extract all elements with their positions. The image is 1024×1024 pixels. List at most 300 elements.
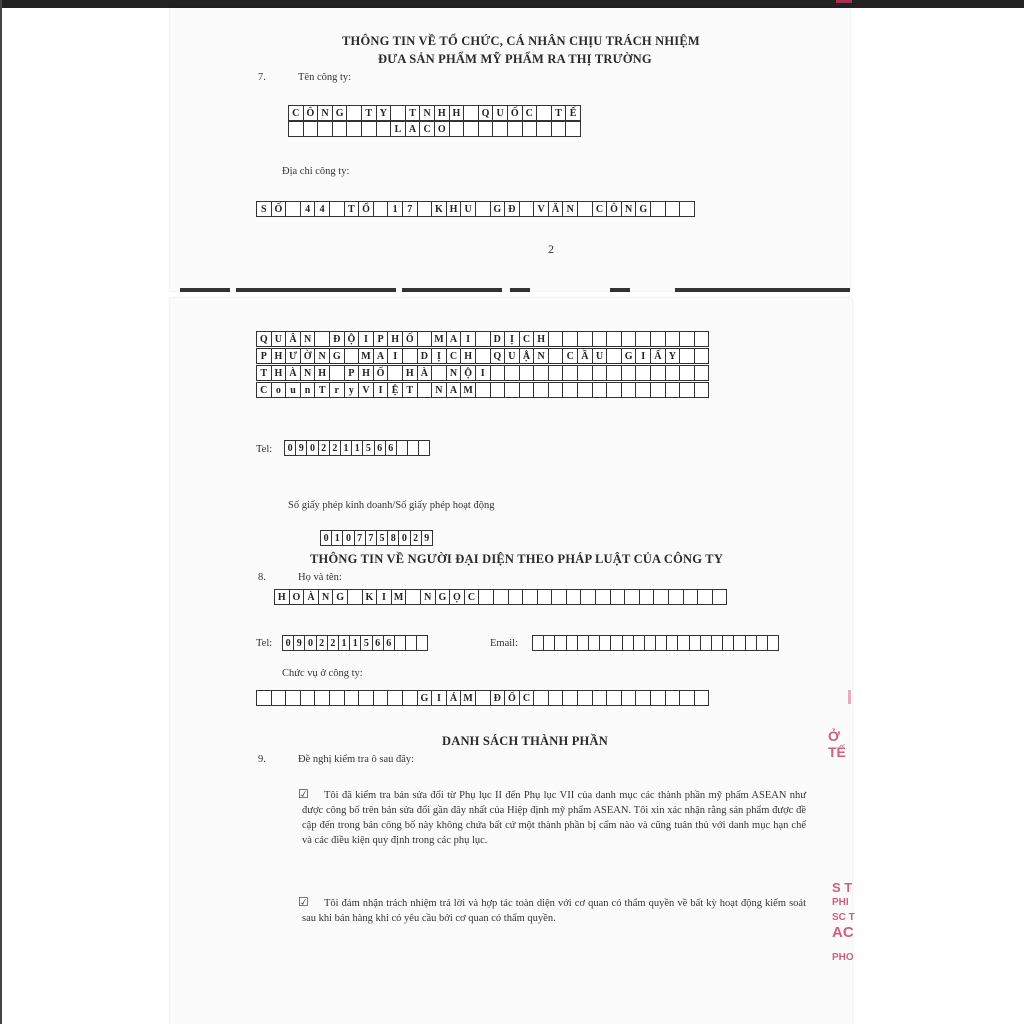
grid-cell [694,690,710,706]
address-grid-row-1 [256,331,709,347]
page-separator [170,288,850,294]
grid-cell [580,589,596,605]
grid-cell [606,690,622,706]
grid-cell: 9 [421,530,433,546]
grid-cell: G [490,201,506,217]
section-9-number: 9. [258,754,266,765]
declaration-paragraph-2: Tôi đảm nhận trách nhiệm trả lời và hợp tác toàn diện với cơ quan có thẩm quyền về bất kỳ hoạt động kiểm soát sau khi bán hàng khi có yêu cầu bởi cơ quan có thẩm quyền. [302,898,806,924]
company-name-grid-row2 [288,121,581,137]
grid-cell [358,690,374,706]
grid-cell: C [562,348,578,364]
grid-cell: Đ [490,690,506,706]
grid-cell [650,331,666,347]
grid-cell: N [533,348,549,364]
grid-cell [577,331,593,347]
grid-cell: Ị [431,348,447,364]
grid-cell [533,365,549,381]
grid-cell: Ọ [449,589,465,605]
grid-cell: M [391,589,407,605]
grid-cell [346,121,362,137]
grid-cell: C [464,589,480,605]
grid-cell: Ộ [344,331,360,347]
email-label: Email: [490,638,518,649]
grid-cell [519,382,535,398]
grid-cell: I [635,348,651,364]
grid-cell: I [431,690,447,706]
grid-cell: Â [285,331,301,347]
grid-cell [402,690,418,706]
grid-cell [490,365,506,381]
grid-cell: u [285,382,301,398]
company-address-grid-row1 [256,201,695,217]
grid-cell [492,121,508,137]
grid-cell [417,382,433,398]
grid-cell: T [361,105,377,121]
grid-cell: P [344,365,360,381]
grid-cell: 1 [338,635,350,651]
grid-cell: C [592,201,608,217]
grid-cell [639,589,655,605]
grid-cell: M [431,331,447,347]
grid-cell: G [417,690,433,706]
grid-cell [606,365,622,381]
grid-cell: 5 [360,635,372,651]
grid-cell [621,365,637,381]
grid-cell: Ầ [577,348,593,364]
grid-cell [665,382,681,398]
grid-cell: D [417,348,433,364]
grid-cell: A [373,348,389,364]
grid-cell [519,365,535,381]
grid-cell [478,589,494,605]
grid-cell: Q [478,105,494,121]
grid-cell [478,121,494,137]
grid-cell [303,121,319,137]
rep-tel-grid [282,635,428,651]
grid-cell: H [358,365,374,381]
grid-cell: r [329,382,345,398]
grid-cell: N [314,348,330,364]
grid-cell [416,635,428,651]
grid-cell: U [592,348,608,364]
grid-cell [507,121,523,137]
grid-cell [504,365,520,381]
grid-cell [767,635,779,651]
grid-cell: G [635,201,651,217]
grid-cell [562,331,578,347]
grid-cell [592,690,608,706]
grid-cell: A [446,331,462,347]
grid-cell [449,121,465,137]
grid-cell: Q [490,348,506,364]
grid-cell: y [344,382,360,398]
grid-cell: À [285,365,301,381]
rep-tel-label: Tel: [256,638,273,649]
grid-cell: 0 [320,530,332,546]
grid-cell: G [332,105,348,121]
grid-cell [551,121,567,137]
company-tel-grid [284,440,430,456]
position-grid [256,690,709,706]
grid-cell: N [419,105,435,121]
grid-cell [679,348,695,364]
grid-cell [650,690,666,706]
declaration-paragraph-1: Tôi đã kiểm tra bản sửa đổi từ Phụ lục II đến Phụ lục VII của danh mục các thành phần mỹ phẩm ASEAN như được công bố trên bản sửa đổi gần đây nhất của Hiệp định mỹ phẩm ASEAN. Tôi xin xác nhận rằng sản phẩm được đề cập đến trong bản công bố này không chứa bất cứ một thành phần bị cấm nào và cũng tuân thủ với danh mục hạn chế và các điều kiện quy định trong các phụ lục. [302,790,806,846]
grid-cell [679,690,695,706]
grid-cell: Q [256,331,272,347]
grid-cell [373,201,389,217]
grid-cell: Ô [303,105,319,121]
grid-cell: 9 [295,440,307,456]
grid-cell [683,589,699,605]
grid-cell: 0 [304,635,316,651]
grid-cell: Ố [504,690,520,706]
grid-cell: K [362,589,378,605]
grid-cell [650,382,666,398]
grid-cell: U [504,348,520,364]
grid-cell [577,365,593,381]
grid-cell: Ộ [460,365,476,381]
license-label: Số giấy phép kinh doanh/Số giấy phép hoạt động [288,500,495,511]
grid-cell: I [358,331,374,347]
grid-cell [332,121,348,137]
grid-cell: Ố [373,365,389,381]
grid-cell [417,331,433,347]
grid-cell: Ế [565,105,581,121]
grid-cell: L [390,121,406,137]
top-border [0,0,1024,8]
grid-cell [463,105,479,121]
grid-cell [551,589,567,605]
grid-cell: C [419,121,435,137]
grid-cell: U [492,105,508,121]
grid-cell [504,382,520,398]
address-grid-row-2 [256,348,709,364]
grid-cell: T [314,382,330,398]
grid-cell [402,348,418,364]
grid-cell: I [387,348,403,364]
grid-cell [592,331,608,347]
grid-cell: N [300,365,316,381]
org-title-line1: THÔNG TIN VỀ TỔ CHỨC, CÁ NHÂN CHỊU TRÁCH NHIỆM [342,34,700,48]
grid-cell [665,201,681,217]
grid-cell: Ố [271,201,287,217]
grid-cell: H [387,331,403,347]
grid-cell [285,690,301,706]
grid-cell: 8 [387,530,399,546]
grid-cell [577,690,593,706]
grid-cell [679,331,695,347]
grid-cell: V [533,201,549,217]
left-border [0,0,2,1024]
grid-cell: 1 [387,201,403,217]
grid-cell [475,382,491,398]
grid-cell: 2 [410,530,422,546]
grid-cell [376,121,392,137]
check-prompt: Đề nghị kiểm tra ô sau đây: [298,754,415,765]
grid-cell: 0 [306,440,318,456]
grid-cell [566,589,582,605]
grid-cell: N [562,201,578,217]
grid-cell [344,348,360,364]
grid-cell: U [271,331,287,347]
grid-cell: T [256,365,272,381]
grid-cell: H [274,589,290,605]
grid-cell [418,440,430,456]
grid-cell: H [271,365,287,381]
grid-cell: 5 [376,530,388,546]
grid-cell [329,201,345,217]
grid-cell [621,690,637,706]
grid-cell: T [551,105,567,121]
page-number: 2 [548,242,554,256]
grid-cell: Ờ [300,348,316,364]
grid-cell [562,690,578,706]
grid-cell [606,348,622,364]
grid-cell [508,589,524,605]
grid-cell [537,589,553,605]
grid-cell: C [519,331,535,347]
grid-cell [317,121,333,137]
grid-cell [697,589,713,605]
grid-cell: C [522,105,538,121]
grid-cell [347,589,363,605]
grid-cell [606,331,622,347]
grid-cell [635,331,651,347]
grid-cell [271,690,287,706]
grid-cell [405,589,421,605]
grid-cell [562,365,578,381]
ingredients-title: DANH SÁCH THÀNH PHẦN [442,734,608,748]
grid-cell [653,589,669,605]
grid-cell [679,201,695,217]
grid-cell [288,121,304,137]
grid-cell: Ậ [519,348,535,364]
grid-cell: Đ [329,331,345,347]
grid-cell: T [344,201,360,217]
grid-cell [346,105,362,121]
document-page-upper [170,8,850,291]
grid-cell: Ă [548,201,564,217]
grid-cell [548,365,564,381]
grid-cell: 0 [284,440,296,456]
grid-cell: I [376,589,392,605]
grid-cell [361,121,377,137]
grid-cell: O [434,121,450,137]
grid-cell [712,589,728,605]
grid-cell: 7 [354,530,366,546]
grid-cell: Ư [285,348,301,364]
grid-cell: Ố [507,105,523,121]
company-name-grid-row1 [288,105,581,121]
grid-cell [621,382,637,398]
email-grid [532,635,779,651]
grid-cell [475,690,491,706]
seal-fragment-middle: Ở TẾ [828,690,851,760]
grid-cell [314,690,330,706]
grid-cell [694,331,710,347]
grid-cell: n [300,382,316,398]
grid-cell: 1 [340,440,352,456]
grid-cell [665,690,681,706]
grid-cell [665,365,681,381]
grid-cell [665,331,681,347]
grid-cell [300,690,316,706]
grid-cell [592,382,608,398]
grid-cell [606,382,622,398]
grid-cell: 0 [282,635,294,651]
company-address-label: Địa chỉ công ty: [282,166,350,177]
grid-cell: 2 [329,440,341,456]
checkbox-ticked-1: ☑ [298,787,309,801]
grid-cell [679,365,695,381]
grid-cell: G [621,348,637,364]
company-name-label: Tên công ty: [298,72,352,83]
grid-cell [490,382,506,398]
grid-cell: T [405,105,421,121]
grid-cell [533,382,549,398]
grid-cell: 0 [398,530,410,546]
grid-cell: 1 [351,440,363,456]
grid-cell: 2 [327,635,339,651]
grid-cell: Y [665,348,681,364]
grid-cell: 2 [316,635,328,651]
grid-cell: H [402,365,418,381]
grid-cell: P [373,331,389,347]
grid-cell: G [329,348,345,364]
grid-cell [694,365,710,381]
grid-cell [475,348,491,364]
grid-cell [548,690,564,706]
grid-cell [650,365,666,381]
grid-cell [635,382,651,398]
grid-cell [668,589,684,605]
grid-cell [519,201,535,217]
grid-cell: Ấ [650,348,666,364]
grid-cell [577,382,593,398]
grid-cell: Ổ [358,201,374,217]
grid-cell [624,589,640,605]
grid-cell: Đ [504,201,520,217]
grid-cell: M [460,690,476,706]
grid-cell: Ệ [387,382,403,398]
grid-cell: 1 [349,635,361,651]
grid-cell [621,331,637,347]
grid-cell: A [405,121,421,137]
grid-cell: C [519,690,535,706]
grid-cell: 7 [365,530,377,546]
grid-cell: 6 [372,635,384,651]
grid-cell: O [289,589,305,605]
grid-cell: Á [446,690,462,706]
grid-cell [577,201,593,217]
grid-cell: 5 [362,440,374,456]
grid-cell [417,201,433,217]
grid-cell [475,201,491,217]
grid-cell: 1 [331,530,343,546]
grid-cell [536,121,552,137]
grid-cell: K [431,201,447,217]
grid-cell [390,105,406,121]
address-grid-row-4 [256,382,709,398]
grid-cell: Ô [606,201,622,217]
grid-cell [635,690,651,706]
grid-cell [694,382,710,398]
full-name-label: Họ và tên: [298,572,342,583]
grid-cell: 6 [374,440,386,456]
grid-cell: 0 [342,530,354,546]
grid-cell [522,121,538,137]
grid-cell: T [402,382,418,398]
grid-cell: U [460,201,476,217]
checkbox-ticked-2: ☑ [298,895,309,909]
grid-cell [387,690,403,706]
grid-cell: M [460,382,476,398]
grid-cell [595,589,611,605]
section-8-number: 8. [258,572,266,583]
grid-cell: H [271,348,287,364]
grid-cell: 6 [383,635,395,651]
grid-cell [679,382,695,398]
grid-cell: 7 [402,201,418,217]
grid-cell: M [358,348,374,364]
grid-cell: H [434,105,450,121]
grid-cell: I [460,331,476,347]
grid-cell [329,690,345,706]
grid-cell: À [303,589,319,605]
grid-cell: Ố [402,331,418,347]
grid-cell [548,348,564,364]
license-number-grid [320,530,433,546]
grid-cell [475,331,491,347]
grid-cell [592,365,608,381]
grid-cell: 6 [385,440,397,456]
grid-cell: N [420,589,436,605]
grid-cell [285,201,301,217]
org-title-line2: ĐƯA SẢN PHẨM MỸ PHẨM RA THỊ TRƯỜNG [378,52,652,66]
grid-cell [610,589,626,605]
grid-cell: I [475,365,491,381]
grid-cell [493,589,509,605]
grid-cell: S [256,201,272,217]
grid-cell [329,365,345,381]
grid-cell [650,201,666,217]
grid-cell: N [621,201,637,217]
grid-cell: 4 [300,201,316,217]
grid-cell [562,382,578,398]
grid-cell: G [435,589,451,605]
grid-cell: Ị [504,331,520,347]
grid-cell: Y [376,105,392,121]
document-page-lower [170,298,852,1024]
legal-rep-title: THÔNG TIN VỀ NGƯỜI ĐẠI DIỆN THEO PHÁP LUẬT CỦA CÔNG TY [310,552,724,566]
address-grid-row-3 [256,365,709,381]
company-tel-label: Tel: [256,444,273,455]
grid-cell: 2 [318,440,330,456]
grid-cell [694,348,710,364]
grid-cell [548,382,564,398]
grid-cell: 4 [314,201,330,217]
grid-cell [548,331,564,347]
grid-cell [344,690,360,706]
grid-cell: G [332,589,348,605]
grid-cell: H [460,348,476,364]
grid-cell [256,690,272,706]
grid-cell [565,121,581,137]
full-name-grid [274,589,727,605]
grid-cell: 9 [293,635,305,651]
section-7-number: 7. [258,72,266,83]
